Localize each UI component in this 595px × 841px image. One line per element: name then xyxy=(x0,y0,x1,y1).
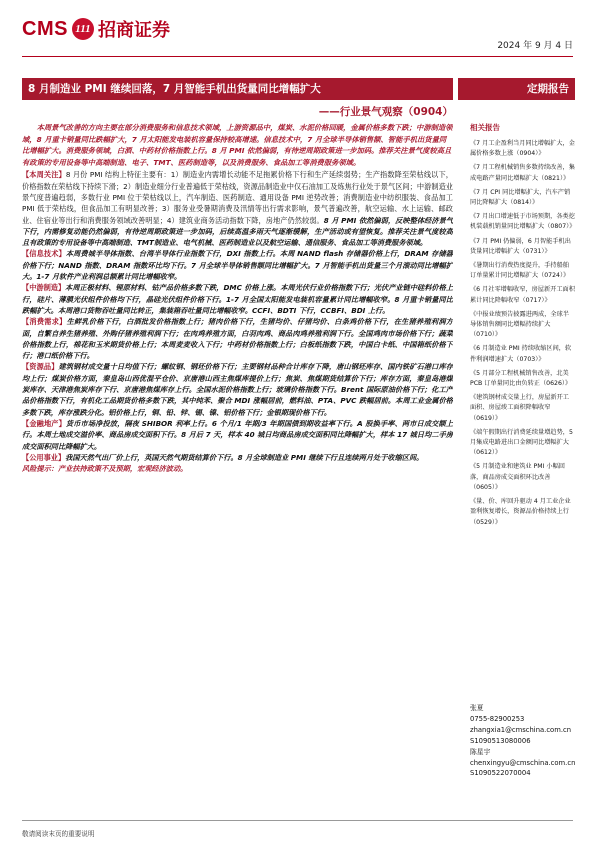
related-report-link[interactable]: 《量、价、库回升驱动 4 月工业企业盈利恢复增长，资源品价格持续上行（0529）》 xyxy=(470,498,571,526)
logo-mark-icon: 111 xyxy=(72,18,94,40)
body-section xyxy=(22,316,453,361)
related-report-link[interactable]: 《7 月 CPI 同比增幅扩大，汽车产销同比降幅扩大（0814）》 xyxy=(470,188,571,207)
contact-line: S1090513080006 xyxy=(470,736,531,745)
related-reports-heading: 相关报告 xyxy=(470,123,500,132)
section-highlight: 生鲜乳价格下行，白酒批发价格指数上行；猪肉价格下行，生猪均价、仔猪均价、白条鸡价格下行，在生猪养殖利润方面，自繁自养生猪养殖、外购仔猪养殖利润下行；在肉鸡养殖方面，白羽肉鸡、商品肉鸡养殖利润下行。全国鸡肉市场价格下行；蔬菜价格指数上行，棉花和玉米期货价格上行；本周麦麦收入下行；中药材价格指数上行；白板纸指数下跌，中国白卡纸、中国箱纸价格下行；港口纸价格下行。 xyxy=(22,317,453,361)
section-highlight: 风险提示：产业扶持政策不及预期，宏观经济波动。 xyxy=(22,464,188,474)
analyst-contacts xyxy=(470,703,575,779)
company-logo xyxy=(22,16,170,42)
section-tag: 【公用事业】 xyxy=(22,452,66,462)
section-highlight: 本周费城半导体指数、台湾半导体行业指数下行，DXI 指数上行。本周 NAND flash 存储器价格上行，DRAM 存储器价格下行；NAND 指数、DRAM 指数环比均下行。7 月全球半导体销售额同比增幅扩大。7 月智能手机出货量三个月滚动同比增幅扩大。1-7 月软件产业利润总额累计同比增幅收窄。 xyxy=(22,249,453,282)
related-report-link[interactable]: 《5 月制造业和建筑业 PMI 小幅回落，商品房成交面积环比改善（0605）》 xyxy=(470,463,565,491)
contact-line: 陈星宇 xyxy=(470,747,491,756)
body-section xyxy=(22,282,453,316)
related-report-link[interactable]: 《7 月工企盈利当月同比增幅扩大，金属价格多数上涨（0904）》 xyxy=(470,140,575,158)
contact-line: 0755-82900253 xyxy=(470,714,525,723)
section-highlight: 我国天然气出厂价上行，英国天然气期货结算价下行。8 月全球制造业 PMI 继续下行且连续两月处于收缩区间。 xyxy=(65,452,424,462)
summary-paragraph: 本周景气改善的方向主要在部分消费服务和信息技术领域，上游资源品中，煤炭、水泥价格回暖，金属价格多数下跌；中游制造领域，8 月重卡销量同比跌幅扩大，7 月太阳能发电装机容量保持较高增速。信息技术中，7 月全球半导体销售额、智能手机出货量同比增幅扩大。消费服务领域，白酒、中药材价格指数上行。8 月 PMI 依然偏弱，有待逆周期政策进一步加码。推荐关注景气度较高且有政策的专用设备等中高端制造、电子、TMT、医药制造等，以及消费服务、食品加工等消费服务领域。 xyxy=(22,123,453,167)
related-report-link[interactable]: 《端午假期出行消费延续量增趋势，5 月集成电路进出口金额同比增幅扩大（0612）》 xyxy=(470,428,573,457)
section-tag: 【本周关注】 xyxy=(22,170,66,180)
header-divider xyxy=(22,56,573,57)
section-tag: 【中游制造】 xyxy=(22,283,66,293)
section-text: 8 月份 PMI 结构上特征主要有：1）制造业内需增长动能不足拖累价格下行和生产延续弱势；生产指数降至荣枯线以下，价格指数在荣枯线下持续下滑；2）制造业细分行业普遍低于荣枯线，资源品制造业中仅石油加工及炼焦行业处于景气区间；中游制造业景气度普遍趋弱，多数行业 PMI 位于荣枯线以上，汽车制造、医药制造、通用设备 PMI 逆势改善；消费制造业中纺织服装、食品加工 PMI 低于荣枯线，但食品加工有明显改善；3）服务业受暑期消费及汛情等出行需求影响，景气普遍改善，航空运输、水上运输、邮政业、住宿业等出行和消费服务领域改善明显；4）建筑业商务活动指数下降，房地产仍然较弱。 xyxy=(22,170,453,225)
related-report-link[interactable]: 《建筑钢材成交量上行，房屋新开工面积、房屋竣工面积降幅收窄（0619）》 xyxy=(470,394,569,422)
body-sections xyxy=(22,169,453,474)
contact-line: zhangxia1@cmschina.com.cn xyxy=(470,725,572,734)
related-report-link[interactable]: 《7 月 PMI 仍偏弱，6 月智能手机出货量同比增幅扩大（0731）》 xyxy=(470,237,571,255)
logo-text-cn: 招商证券 xyxy=(97,20,170,41)
body-section xyxy=(22,361,453,417)
footer-divider xyxy=(22,820,573,821)
body-section xyxy=(22,169,453,248)
related-report-link[interactable]: 《暑期出行消费热度提升，手持船舶订单量累计同比增幅扩大（0724）》 xyxy=(470,262,570,280)
contact-line: chenxingyu@cmschina.com.cn xyxy=(470,758,576,767)
related-report-link[interactable]: 《6 月社零增幅收窄，房屋新开工面积累计同比降幅收窄（0717）》 xyxy=(470,286,575,304)
section-tag: 【金融地产】 xyxy=(22,418,66,428)
section-tag: 【信息技术】 xyxy=(22,249,66,259)
report-type-badge: 定期报告 xyxy=(458,78,575,100)
related-reports-sidebar xyxy=(470,122,575,532)
section-highlight: 本周正极材料、锂原材料、钴产品价格多数下跌，DMC 价格上涨。本周光伏行业价格指数下行；光伏产业链中硅料价格上行，硅片、薄膜光伏组件价格均下行，晶硅光伏组件价格下行。1-7 月全国太阳能发电装机容量累计同比增幅收窄。8 月重卡销量同比跌幅扩大。本周港口货物吞吐量同比转正，集装箱吞吐量同比增幅收窄。CCFI、BDTI 下行，CCBFI、BDI 上行。 xyxy=(22,283,453,315)
main-content xyxy=(22,122,453,819)
report-title: 8 月制造业 PMI 继续回落，7 月智能手机出货量同比增幅扩大 xyxy=(22,78,453,100)
related-report-link[interactable]: 《7 月出口增速低于市场预期，各类挖机装载机销量同比增幅扩大（0807）》 xyxy=(470,213,576,231)
body-section xyxy=(22,463,453,474)
related-report-link[interactable]: 《5 月部分工程机械销售改善，北美 PCB 订单量同比由负转正（0626）》 xyxy=(470,369,572,388)
footer-note: 敬请阅读末页的重要说明 xyxy=(22,830,95,838)
section-highlight: 8 月 PMI 依然偏弱，反映整体经济景气下行，内需修复动能仍然偏弱，有待逆周期政策进一步加码，后续高温多雨天气逐渐缓解，生产活动或有望恢复。推荐关注景气度较高且有政策的专用设备等中高端制造、TMT制造业、电气机械、医药制造业以及航空运输、通信服务、食品加工等消费服务领域。 xyxy=(22,215,453,248)
body-section xyxy=(22,248,453,282)
body-section xyxy=(22,418,453,452)
contact-line: 张夏 xyxy=(470,704,484,712)
contact-line: S1090522070004 xyxy=(470,769,531,778)
section-highlight: 货币市场净投放，隔夜 SHIBOR 利率上行。6 个月/1 年期/3 年期国债到期收益率下行。A 股换手率、两市日成交额上行。本周土地成交溢价率、商品房成交面积下行。8 月后 7 天，样本 40 城日均商品房成交面积同比降幅扩大，样本 17 城日均二手房成交面积同比降幅扩大。 xyxy=(22,418,453,451)
related-reports-list xyxy=(470,139,575,528)
section-tag: 【消费需求】 xyxy=(22,317,67,327)
report-subtitle: ——行业景气观察（0904） xyxy=(318,106,453,118)
related-report-link[interactable]: 《6 月制造业 PMI 持续收缩区间，软件利润增速扩大（0703）》 xyxy=(470,345,572,363)
body-section xyxy=(22,452,453,463)
section-tag: 【资源品】 xyxy=(22,362,59,372)
related-report-link[interactable]: 《中报业绩预告披露进两成，全球半导体销售额同比增幅持续扩大（0710）》 xyxy=(470,310,569,339)
report-date: 2024 年 9 月 4 日 xyxy=(497,41,573,51)
logo-text-en: CMS xyxy=(22,17,68,40)
related-report-link[interactable]: 《7 月工程机械销售多数持续改善，集成电路产量同比增幅扩大（0821）》 xyxy=(470,164,575,182)
section-highlight: 建筑钢材成交量十日均值下行；螺纹钢、钢坯价格下行；主要钢材品种合计库存下降，唐山钢坯库存、国内铁矿石港口库存均上行；煤炭价格方面，秦皇岛山西优混平仓价、京唐港山西主焦煤库提价上行；焦炭、焦煤期货结算价下行；库存方面，秦皇岛港煤炭库存、天津港焦炭库存下行、京唐港焦煤库存上行。全国水泥价格指数上行；玻璃价格指数下行。Brent 国际原油价格下行；化工产品价格指数下行，有机化工品期货价格多数下跌，其中纯苯、聚合 MDI 涨幅居前，燃料油、PTA、PVC 跌幅居前。本周工业金属价格多数下跌，库存涨跌分化。铝价格上行，铜、铅、锌、锡、镍、铝价格下行；金银期现价格下行。 xyxy=(22,362,453,417)
